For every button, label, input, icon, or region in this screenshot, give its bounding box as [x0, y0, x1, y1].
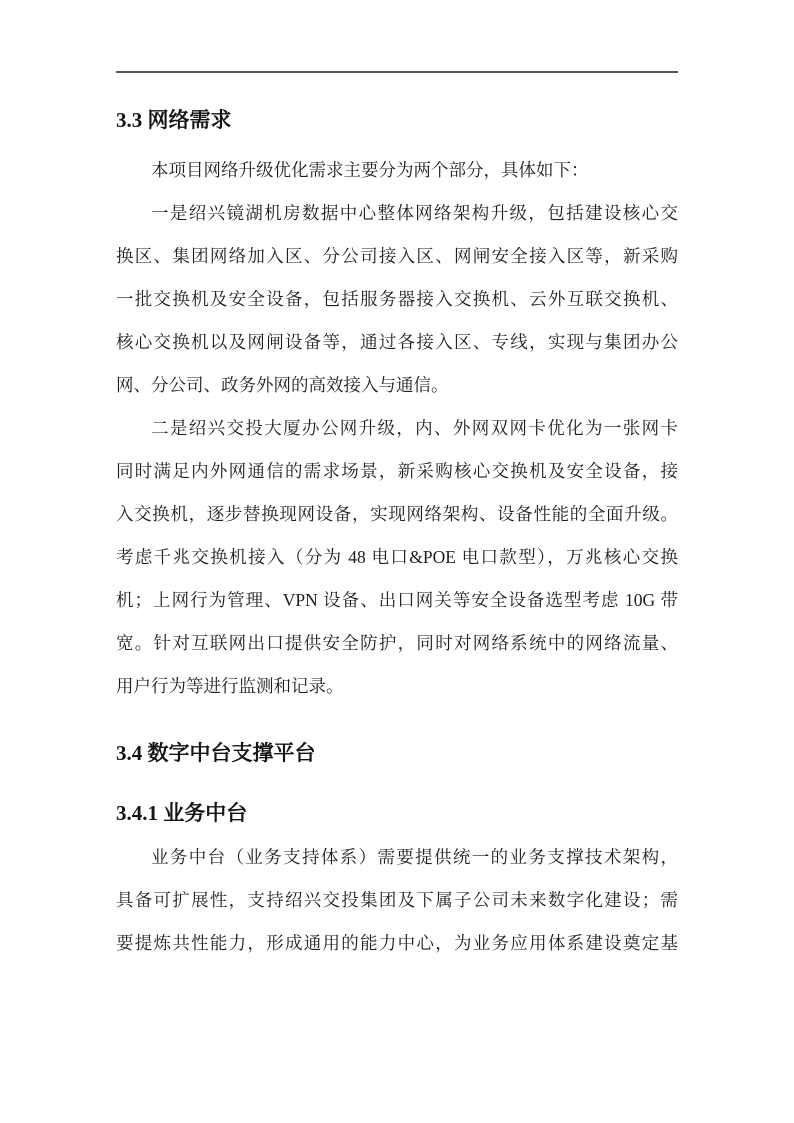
text-line: 网、分公司、政务外网的高效接入与通信。: [116, 375, 449, 395]
document-content: [116, 105, 678, 965]
heading-3-4: 3.4 数字中台支撑平台: [116, 741, 316, 765]
text-line: 宽。针对互联网出口提供安全防护，同时对网络系统中的网络流量、: [116, 633, 678, 653]
text-line: 二是绍兴交投大厦办公网升级，内、外网双网卡优化为一张网卡: [151, 418, 678, 438]
text-line: 同时满足内外网通信的需求场景，新采购核心交换机及安全设备，接: [116, 461, 678, 481]
heading-3-3: 3.3 网络需求: [116, 108, 232, 132]
text-line: 换区、集团网络加入区、分公司接入区、网闸安全接入区等，新采购: [116, 246, 678, 266]
text-line: 一是绍兴镜湖机房数据中心整体网络架构升级，包括建设核心交: [151, 203, 678, 223]
paragraph-network-datacenter: [116, 192, 678, 407]
paragraph-business-middle-platform: [116, 836, 678, 965]
text-line: 考虑千兆交换机接入（分为 48 电口&POE 电口款型），万兆核心交换: [116, 547, 678, 567]
text-line: 用户行为等进行监测和记录。: [116, 676, 344, 696]
text-line: 要提炼共性能力，形成通用的能力中心，为业务应用体系建设奠定基: [116, 933, 678, 953]
text-line: 机；上网行为管理、VPN 设备、出口网关等安全设备选型考虑 10G 带: [116, 590, 678, 610]
heading-3-4-1: 3.4.1 业务中台: [116, 801, 248, 825]
header-rule: [116, 0, 678, 73]
text-line: 入交换机，逐步替换现网设备，实现网络架构、设备性能的全面升级。: [116, 504, 678, 524]
text-line: 业务中台（业务支持体系）需要提供统一的业务支撑技术架构，: [151, 847, 678, 867]
paragraph-office-network: [116, 407, 678, 708]
text-line: 一批交换机及安全设备，包括服务器接入交换机、云外互联交换机、: [116, 289, 678, 309]
text-line: 具备可扩展性，支持绍兴交投集团及下属子公司未来数字化建设；需: [116, 890, 678, 910]
text-line: 核心交换机以及网闸设备等，通过各接入区、专线，实现与集团办公: [116, 332, 678, 352]
text-line: 本项目网络升级优化需求主要分为两个部分，具体如下：: [151, 160, 589, 180]
paragraph-intro: [116, 149, 678, 192]
